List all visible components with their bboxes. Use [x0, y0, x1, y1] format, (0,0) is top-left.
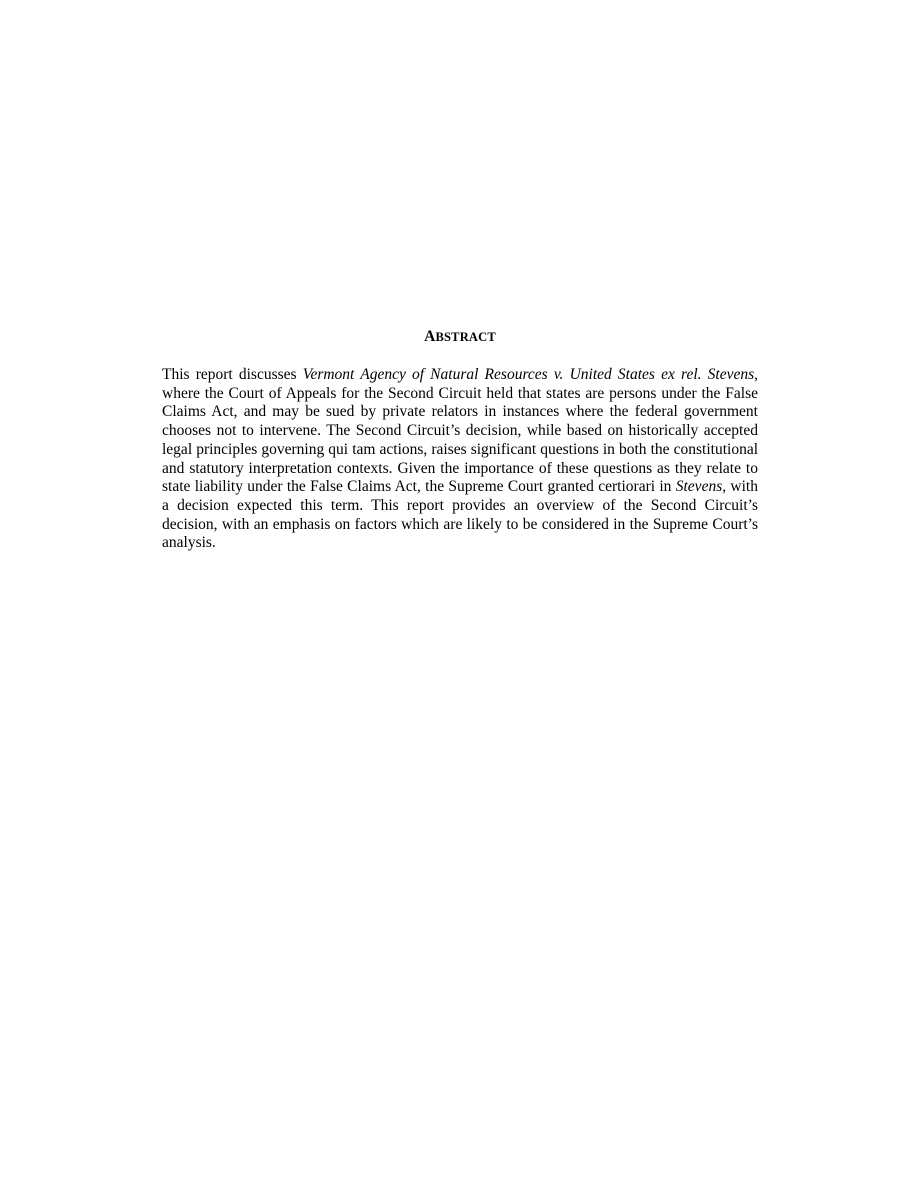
abstract-heading [162, 327, 758, 347]
abstract-text-segment: , with a decision expected this term. This report provides an overview of the Second Circuit’s decision, with an emphasis on factors which are likely to be considered in the Supreme Court’s analysis. [162, 478, 758, 552]
abstract-heading-rest: BSTRACT [435, 330, 496, 344]
abstract-body [162, 366, 758, 553]
abstract-case-name: Vermont Agency of Natural Resources v. United States ex rel. Stevens [302, 366, 755, 383]
abstract-text-segment: This report discusses [162, 366, 303, 383]
abstract-case-short-name: Stevens [675, 478, 723, 496]
abstract-text-segment: , where the Court of Appeals for the Second Circuit held that states are persons under the False Claims Act, and may be sued by private relators in instances where the federal government chooses not to intervene. The Second Circuit’s decision, while based on historically accepted legal principles governing qui tam actions, raises significant questions in both the constitutional and statutory interpretation contexts. Given the importance of these questions as they relate to state liability under the False Claims Act, the Supreme Court granted certiorari in [162, 366, 758, 496]
abstract-heading-initial: A [424, 328, 436, 345]
